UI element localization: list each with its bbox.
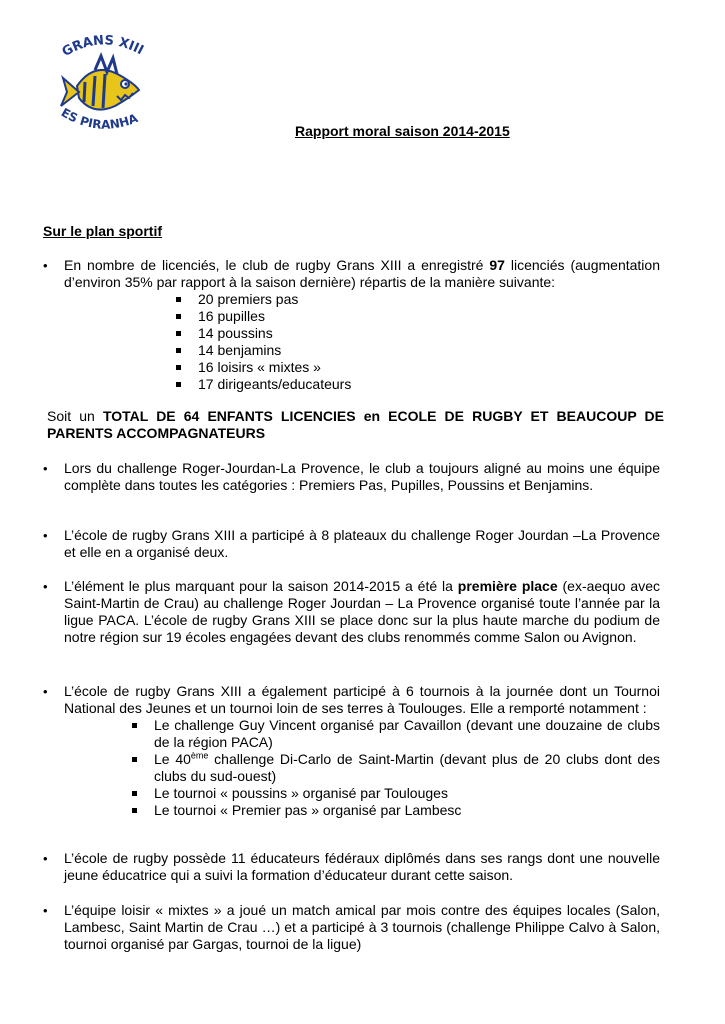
paragraph-licencies (43, 257, 660, 393)
square-bullet-icon (176, 376, 184, 393)
bullet-icon: • (43, 903, 48, 918)
square-bullet-icon (176, 342, 184, 359)
paragraph-plateaux (43, 527, 660, 561)
p2-text: Lors du challenge Roger-Jourdan-La Provence, le club a toujours aligné au moins une équipe complète dans toutes les catégories : Premiers Pas, Pupilles, Poussins et Benjamins. (64, 460, 660, 493)
total-statement (43, 408, 664, 442)
bullet-icon: • (43, 461, 48, 476)
categories-list (176, 291, 660, 393)
list-item: 17 dirigeants/educateurs (176, 376, 660, 393)
p1-count: 97 (489, 257, 505, 273)
logo-bottom-text: ES PIRANHA (58, 105, 140, 132)
square-bullet-icon (176, 291, 184, 308)
document-title: Rapport moral saison 2014-2015 (295, 123, 510, 139)
bullet-icon: • (43, 851, 48, 866)
square-bullet-icon (176, 359, 184, 376)
list-item: 16 loisirs « mixtes » (176, 359, 660, 376)
p5-text: L’école de rugby Grans XIII a également participé à 6 tournois à la journée dont un Tournoi National des Jeunes et un tournoi loin de ses terres à Toulouges. Elle a remporté notamment : (64, 683, 660, 716)
section-heading: Sur le plan sportif (43, 223, 163, 239)
list-item: 14 poussins (176, 325, 660, 342)
square-bullet-icon (132, 785, 140, 802)
list-item: Le challenge Guy Vincent organisé par Cavaillon (devant une douzaine de clubs de la région PACA) (132, 717, 660, 751)
p7-text: L’équipe loisir « mixtes » a joué un match amical par mois contre des équipes locales (Salon, Lambesc, Saint Martin de Crau …) et a participé à 3 tournois (challenge Philippe Calvo à Salon, tournoi organisé par Gargas, tournoi de la ligue) (64, 902, 660, 952)
paragraph-challenge (43, 460, 660, 494)
square-bullet-icon (132, 751, 140, 768)
square-bullet-icon (132, 802, 140, 819)
svg-text:GRANS XIII (60, 33, 146, 60)
bullet-icon: • (43, 684, 48, 699)
bullet-icon: • (43, 258, 48, 273)
p3-text: L’école de rugby Grans XIII a participé à 8 plateaux du challenge Roger Jourdan –La Provence et elle en a organisé deux. (64, 527, 660, 560)
paragraph-educateurs (43, 850, 660, 884)
bullet-icon: • (43, 528, 48, 543)
p4-text-before: L’élément le plus marquant pour la saison 2014-2015 a été la (64, 578, 458, 594)
square-bullet-icon (176, 325, 184, 342)
total-prefix: Soit un (47, 408, 103, 424)
paragraph-loisir (43, 902, 660, 953)
list-item: Le tournoi « poussins » organisé par Toulouges (132, 785, 660, 802)
list-item: Le 40ème challenge Di-Carlo de Saint-Martin (devant plus de 20 clubs dont des clubs du sud-ouest) (132, 751, 660, 785)
bullet-icon: • (43, 579, 48, 594)
club-logo (55, 28, 150, 138)
paragraph-premiere-place (43, 578, 660, 646)
square-bullet-icon (132, 717, 140, 734)
list-item: Le tournoi « Premier pas » organisé par Lambesc (132, 802, 660, 819)
tournament-wins-list (132, 717, 660, 819)
p1-text-after: licenciés (augmentation d’environ 35% par rapport à la saison dernière) répartis de la manière suivante: (64, 257, 660, 290)
square-bullet-icon (176, 308, 184, 325)
p4-text-after: (ex-aequo avec Saint-Martin de Crau) au challenge Roger Jourdan – La Provence organisé toute l’année par la ligue PACA. L’école de rugby Grans XIII se place donc sur la plus haute marche du podium de notre région sur 19 écoles engagées devant des clubs renommés comme Salon ou Avignon. (64, 578, 660, 645)
total-bold: TOTAL DE 64 ENFANTS LICENCIES en ECOLE DE RUGBY ET BEAUCOUP DE PARENTS ACCOMPAGNATEURS (47, 408, 664, 441)
paragraph-tournois (43, 683, 660, 819)
list-item: 20 premiers pas (176, 291, 660, 308)
list-item: 14 benjamins (176, 342, 660, 359)
p1-text-before: En nombre de licenciés, le club de rugby Grans XIII a enregistré (64, 257, 490, 273)
logo-top-text: GRANS XIII (59, 33, 146, 61)
p6-text: L’école de rugby possède 11 éducateurs fédéraux diplômés dans ses rangs dont une nouvelle jeune éducatrice qui a suivi la formation d’éducateur durant cette saison. (64, 850, 660, 883)
list-item: 16 pupilles (176, 308, 660, 325)
p4-highlight: première place (457, 578, 558, 594)
